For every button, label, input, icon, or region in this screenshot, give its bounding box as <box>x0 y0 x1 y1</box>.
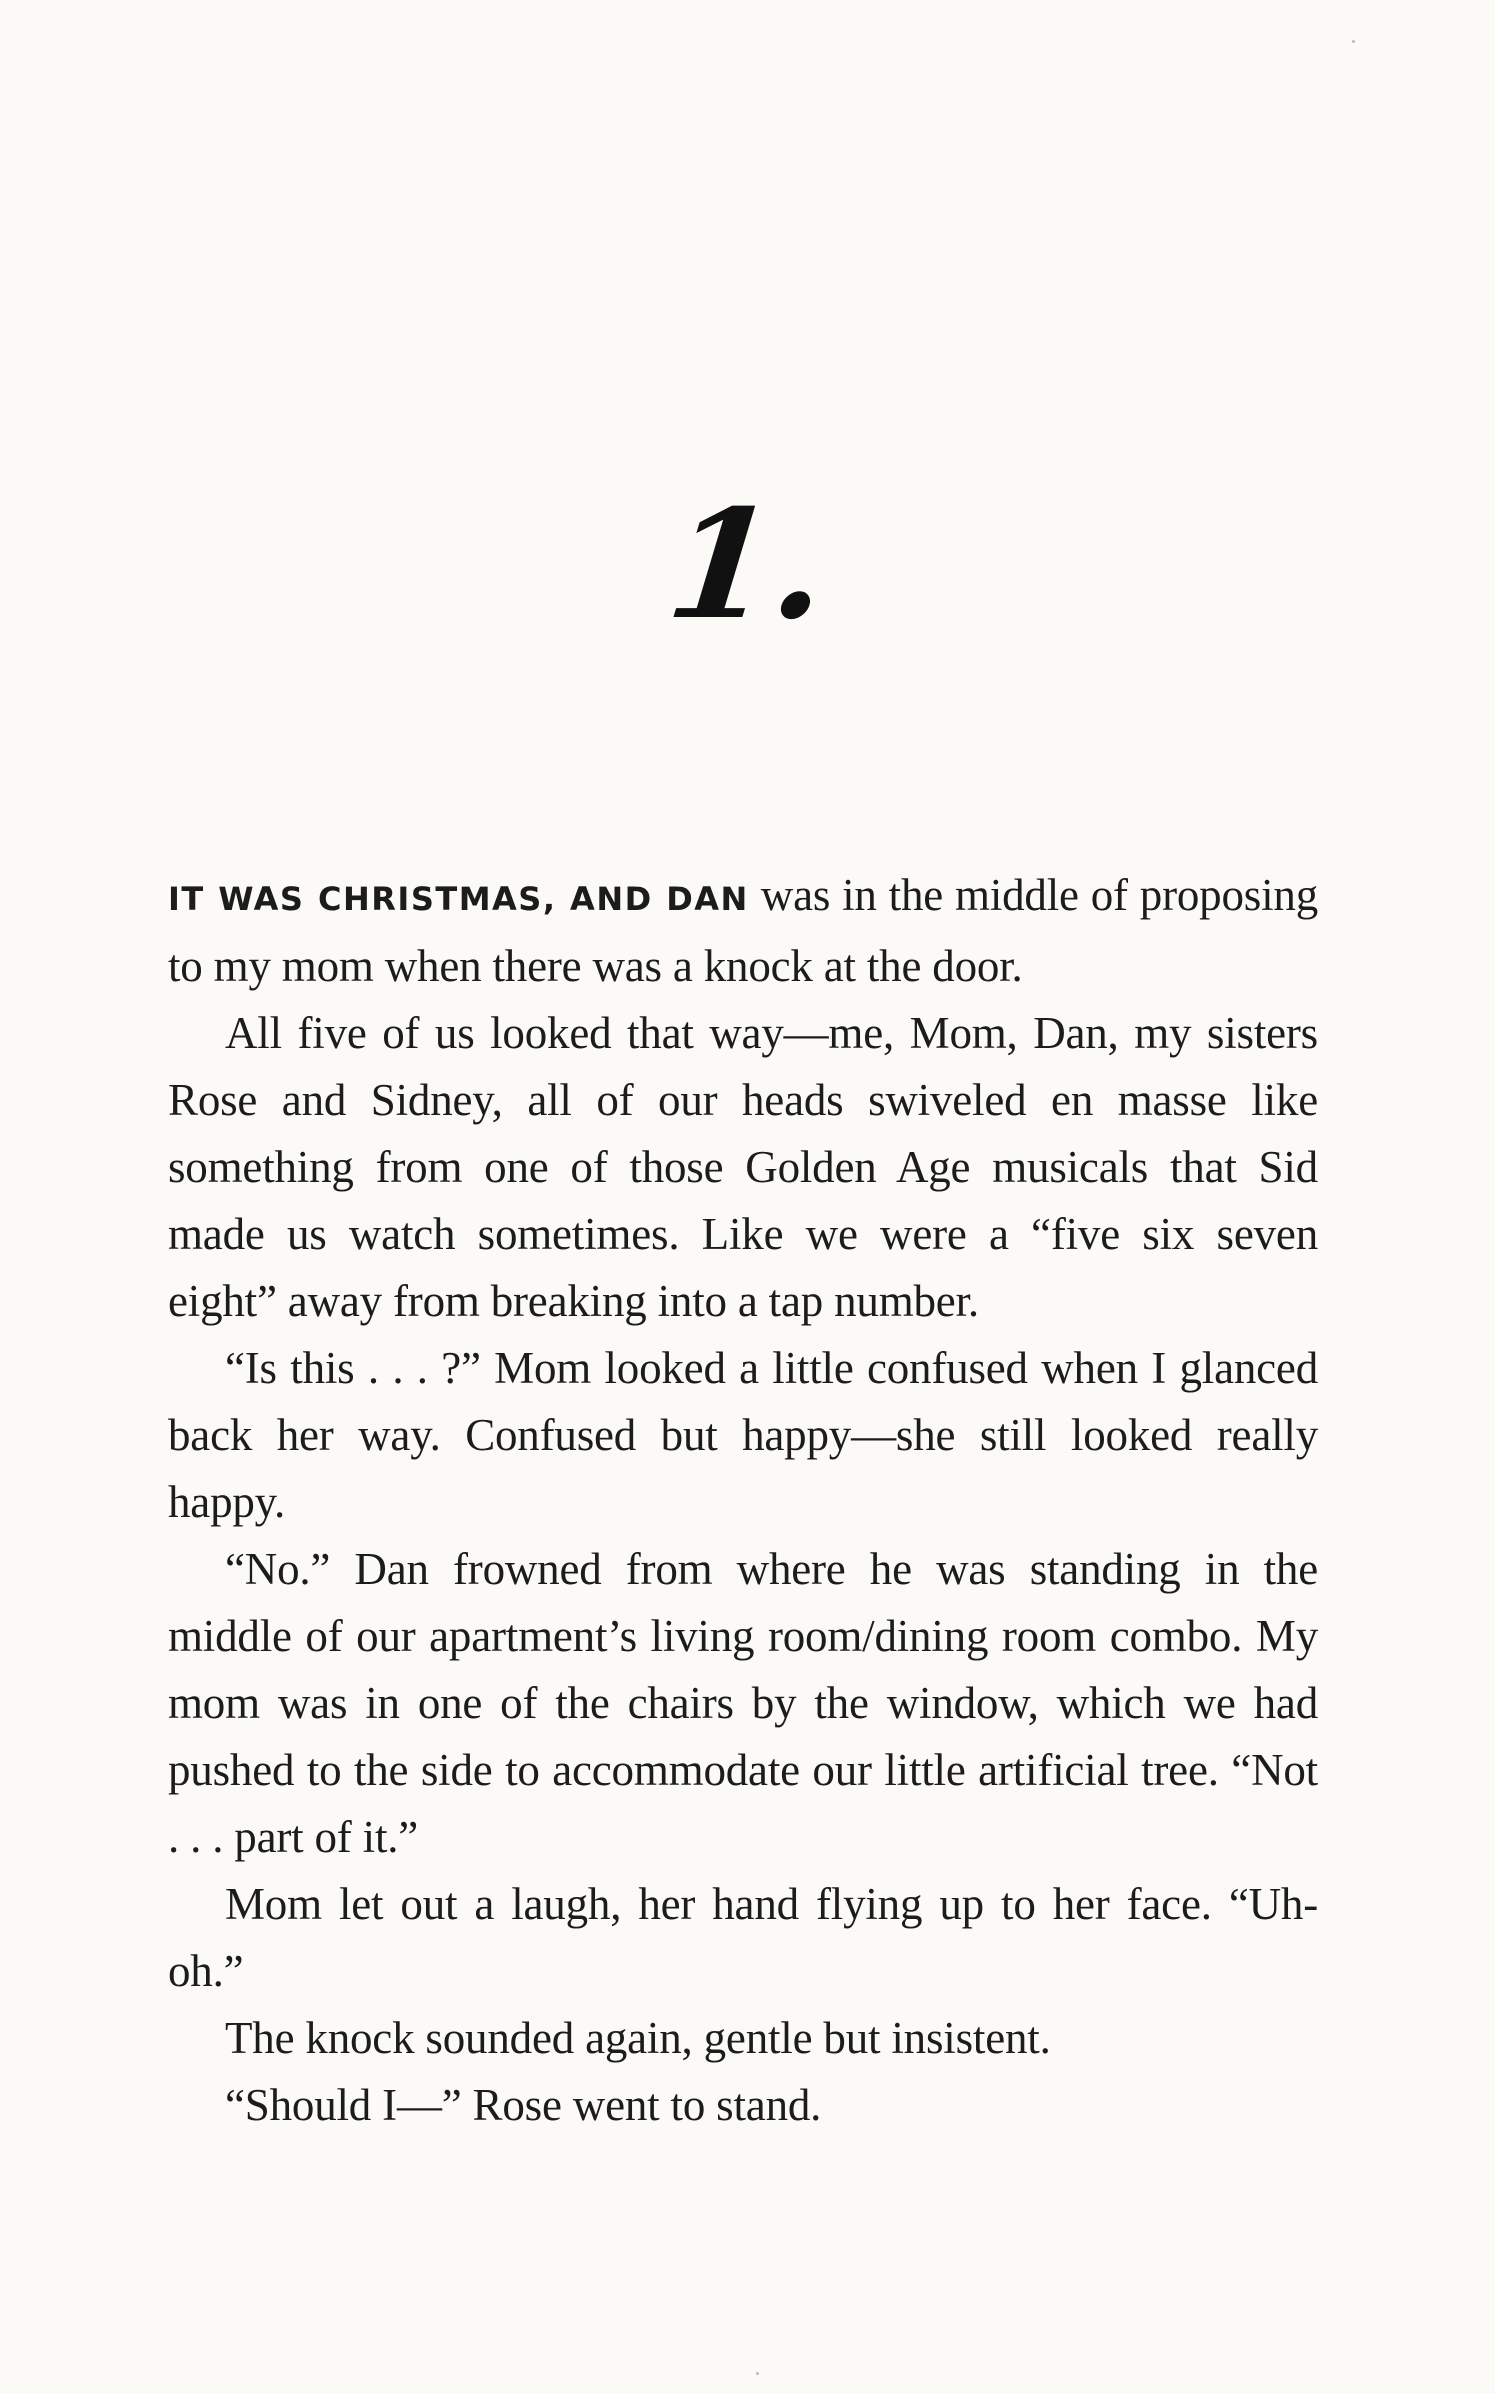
opening-text: was in the middle of proposing to my mom when there was a knock at the door. <box>168 870 1319 991</box>
paragraph: “Is this . . . ?” Mom looked a little confused when I glanced back her way. Confused but happy—she still looked really happy. <box>168 1343 1318 1527</box>
lead-in-small-caps: IT WAS CHRISTMAS, AND DAN <box>168 880 749 918</box>
chapter-number: 1. <box>659 477 836 653</box>
chapter-body <box>168 862 1318 2139</box>
paragraph: “No.” Dan frowned from where he was standing in the middle of our apartment’s living room/dining room combo. My mom was in one of the chairs by the window, which we had pushed to the side to accommodate our little artificial tree. “Not . . . part of it.” <box>168 1544 1318 1862</box>
paper-speck <box>1352 40 1355 43</box>
paragraph-opening <box>168 862 1318 1000</box>
paragraph: The knock sounded again, gentle but insistent. <box>225 2013 1051 2063</box>
paper-speck <box>756 2372 759 2375</box>
paragraph: “Should I—” Rose went to stand. <box>225 2080 822 2130</box>
paragraph: All five of us looked that way—me, Mom, Dan, my sisters Rose and Sidney, all of our heads swiveled en masse like something from one of those Golden Age musicals that Sid made us watch sometimes. Like we were a “five six seven eight” away from breaking into a tap number. <box>168 1008 1318 1326</box>
paragraph: Mom let out a laugh, her hand flying up to her face. “Uh-oh.” <box>168 1879 1318 1996</box>
